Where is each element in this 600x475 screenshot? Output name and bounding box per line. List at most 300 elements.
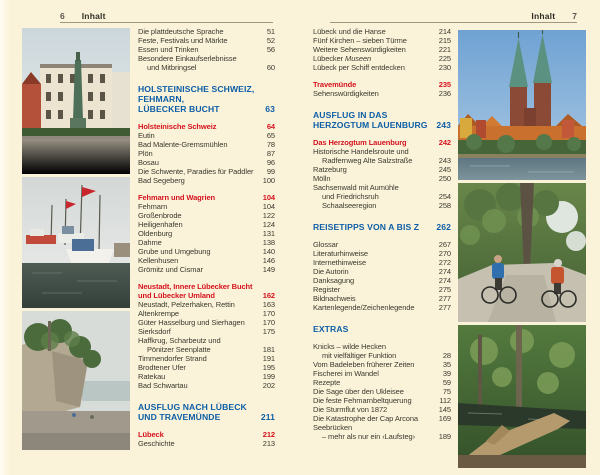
toc-row xyxy=(138,36,275,45)
toc-section-heading xyxy=(313,110,451,130)
toc-page-number: 75 xyxy=(442,387,451,396)
toc-page-number: 63 xyxy=(265,104,275,114)
toc-page-number: 215 xyxy=(438,36,451,45)
toc-entry xyxy=(138,211,275,220)
toc-entry xyxy=(313,369,451,378)
toc-subheading xyxy=(138,193,275,202)
toc-row xyxy=(313,89,451,98)
toc-row xyxy=(313,138,451,147)
toc-row xyxy=(138,140,275,149)
toc-label: Fehmarn und Wagrien xyxy=(138,193,215,202)
header-rule-right xyxy=(330,22,577,23)
toc-row xyxy=(313,351,451,360)
toc-entry xyxy=(313,378,451,387)
toc-page-number: 87 xyxy=(266,149,275,158)
toc-page-number: 243 xyxy=(438,156,451,165)
toc-row xyxy=(313,36,451,45)
toc-row xyxy=(138,265,275,274)
toc-entry xyxy=(138,167,275,176)
toc-row xyxy=(313,414,451,423)
toc-row xyxy=(313,63,451,72)
toc-label: Fischerei im Wandel xyxy=(313,369,379,378)
toc-page-number: 146 xyxy=(262,256,275,265)
toc-label: Grömitz und Cismar xyxy=(138,265,203,274)
toc-row xyxy=(138,439,275,448)
toc-row xyxy=(313,405,451,414)
toc-entry xyxy=(313,267,451,276)
toc-label: Die Sage über den Ukleisee xyxy=(313,387,404,396)
toc-row xyxy=(313,360,451,369)
toc-label: Kellenhusen xyxy=(138,256,179,265)
toc-page-number: 277 xyxy=(438,294,451,303)
toc-label: Heiligenhafen xyxy=(138,220,183,229)
toc-entry xyxy=(138,247,275,256)
toc-entry xyxy=(138,363,275,372)
toc-page-number: 242 xyxy=(438,138,451,147)
toc-entry xyxy=(313,258,451,267)
toc-subheading xyxy=(313,80,451,89)
toc-label: Besondere Einkaufserlebnisse xyxy=(138,54,237,63)
toc-row xyxy=(313,45,451,54)
toc-label: Timmendorfer Strand xyxy=(138,354,207,363)
toc-page-number: 170 xyxy=(262,309,275,318)
toc-label: REISETIPPS VON A BIS Z xyxy=(313,222,420,232)
header-title-left: Inhalt xyxy=(81,11,106,21)
toc-page-number: 28 xyxy=(442,351,451,360)
toc-row xyxy=(313,258,451,267)
toc-column-right xyxy=(313,27,451,441)
page-number-left: 6 xyxy=(60,11,65,21)
toc-row xyxy=(313,303,451,312)
toc-row xyxy=(138,402,275,412)
toc-row xyxy=(313,324,451,334)
toc-entry xyxy=(313,27,451,36)
toc-row xyxy=(313,27,451,36)
toc-entry xyxy=(313,414,451,423)
toc-page-number: 122 xyxy=(262,211,275,220)
toc-row xyxy=(138,336,275,345)
toc-label: Fehmarn xyxy=(138,202,168,211)
toc-entry xyxy=(313,63,451,72)
toc-page-number: 262 xyxy=(436,222,451,232)
toc-entry xyxy=(313,147,451,165)
toc-subheading xyxy=(313,138,451,147)
toc-row xyxy=(138,158,275,167)
toc-row xyxy=(138,45,275,54)
toc-entry xyxy=(138,309,275,318)
toc-page-number: 274 xyxy=(438,267,451,276)
toc-label: Mölln xyxy=(313,174,331,183)
toc-section-heading xyxy=(138,402,275,422)
toc-label: Die Schwente, Paradies für Paddler xyxy=(138,167,254,176)
toc-row xyxy=(313,120,451,130)
toc-label: EXTRAS xyxy=(313,324,349,334)
toc-row xyxy=(313,285,451,294)
toc-label: LÜBECKER BUCHT xyxy=(138,104,220,114)
toc-label: Oldenburg xyxy=(138,229,173,238)
toc-row xyxy=(138,131,275,140)
toc-label: Die feste Fehmarnbeltquerung xyxy=(313,396,412,405)
toc-entry xyxy=(313,89,451,98)
toc-page-number: 225 xyxy=(438,54,451,63)
toc-label: Fünf Kirchen – sieben Türme xyxy=(313,36,407,45)
toc-entry xyxy=(313,54,451,63)
toc-label: mit vielfältiger Funktion xyxy=(322,351,397,360)
toc-entry xyxy=(313,249,451,258)
toc-row xyxy=(138,84,275,94)
photo-coastal-cliff xyxy=(22,311,130,450)
toc-row xyxy=(138,256,275,265)
toc-label: Schaalseeregion xyxy=(322,201,377,210)
toc-row xyxy=(138,372,275,381)
toc-page-number: 275 xyxy=(438,285,451,294)
toc-entry xyxy=(313,405,451,414)
toc-page-number: 230 xyxy=(438,63,451,72)
toc-page-number: 138 xyxy=(262,238,275,247)
photo-harbour-boats xyxy=(22,177,130,308)
toc-page-number: 236 xyxy=(438,89,451,98)
toc-label: Sehenswürdigkeiten xyxy=(313,89,379,98)
toc-row xyxy=(313,156,451,165)
toc-entry xyxy=(138,131,275,140)
toc-entry xyxy=(313,276,451,285)
toc-label: Altenkrempe xyxy=(138,309,180,318)
toc-entry xyxy=(313,396,451,405)
toc-label: Die Autorin xyxy=(313,267,349,276)
toc-row xyxy=(138,300,275,309)
toc-label: AUSFLUG NACH LÜBECK xyxy=(138,402,247,412)
toc-entry xyxy=(138,36,275,45)
toc-label: Glossar xyxy=(313,240,339,249)
toc-row xyxy=(138,291,275,300)
toc-page-number: 65 xyxy=(266,131,275,140)
toc-page-number: 221 xyxy=(438,45,451,54)
toc-page-number: 78 xyxy=(266,140,275,149)
toc-subheading xyxy=(138,282,275,300)
toc-row xyxy=(313,378,451,387)
toc-page-number: 96 xyxy=(266,158,275,167)
toc-entry xyxy=(138,238,275,247)
toc-page-number: 181 xyxy=(262,345,275,354)
toc-entry xyxy=(138,439,275,448)
toc-entry xyxy=(138,300,275,309)
running-header-right xyxy=(330,10,577,21)
toc-row xyxy=(313,183,451,192)
toc-label: Lübeck und die Hanse xyxy=(313,27,386,36)
toc-row xyxy=(138,94,275,104)
toc-label: Sierksdorf xyxy=(138,327,171,336)
toc-label: Knicks – wilde Hecken xyxy=(313,342,386,351)
toc-page-number: 104 xyxy=(262,202,275,211)
toc-entry xyxy=(313,201,451,210)
toc-row xyxy=(313,267,451,276)
toc-label: Bad Schwartau xyxy=(138,381,188,390)
toc-entry xyxy=(138,158,275,167)
toc-row xyxy=(313,165,451,174)
toc-entry xyxy=(138,265,275,274)
toc-section-heading xyxy=(313,324,451,334)
page-edge-shade xyxy=(0,0,10,475)
toc-entry xyxy=(138,318,275,327)
toc-label: und Mitbringsel xyxy=(147,63,197,72)
toc-row xyxy=(138,149,275,158)
toc-label: Die Sturmflut von 1872 xyxy=(313,405,388,414)
toc-subheading xyxy=(138,122,275,131)
toc-entry xyxy=(138,336,275,354)
toc-page-number: 56 xyxy=(266,45,275,54)
header-title-right: Inhalt xyxy=(531,11,556,21)
toc-page-number: 99 xyxy=(266,167,275,176)
toc-entry xyxy=(313,45,451,54)
toc-label: Plön xyxy=(138,149,153,158)
toc-label: Lübeck per Schiff entdecken xyxy=(313,63,405,72)
toc-label: Neustadt, Innere Lübecker Bucht xyxy=(138,282,253,291)
toc-entry xyxy=(313,342,451,360)
toc-entry xyxy=(138,256,275,265)
toc-label: Ratzeburg xyxy=(313,165,347,174)
toc-row xyxy=(313,423,451,432)
toc-page-number: 52 xyxy=(266,36,275,45)
toc-page-number: 112 xyxy=(439,396,451,405)
toc-row xyxy=(313,54,451,63)
toc-page-number: 272 xyxy=(438,258,451,267)
toc-label: Dahme xyxy=(138,238,162,247)
toc-row xyxy=(138,229,275,238)
toc-row xyxy=(138,63,275,72)
toc-label: AUSFLUG IN DAS xyxy=(313,110,388,120)
toc-page-number: 35 xyxy=(442,360,451,369)
toc-label: Danksagung xyxy=(313,276,355,285)
photo-market-square xyxy=(22,28,130,174)
toc-row xyxy=(313,276,451,285)
header-rule-left xyxy=(60,22,273,23)
toc-page-number: 213 xyxy=(262,439,275,448)
photo-cyclists-path xyxy=(458,183,586,322)
toc-row xyxy=(313,147,451,156)
toc-label: Historische Handelsroute und xyxy=(313,147,409,156)
page-number-right: 7 xyxy=(572,11,577,21)
toc-row xyxy=(138,282,275,291)
toc-row xyxy=(138,247,275,256)
toc-label: – mehr als nur ein ‹Laufsteg› xyxy=(322,432,415,441)
toc-page-number: 175 xyxy=(262,327,275,336)
toc-entry xyxy=(313,36,451,45)
toc-row xyxy=(138,238,275,247)
toc-label: Radfernweg Alte Salzstraße xyxy=(322,156,413,165)
toc-page-number: 277 xyxy=(438,303,451,312)
toc-row xyxy=(138,27,275,36)
toc-row xyxy=(313,396,451,405)
toc-page-number: 100 xyxy=(262,176,275,185)
toc-label: Lübecker Museen xyxy=(313,54,372,63)
toc-page-number: 51 xyxy=(266,27,275,36)
toc-page-number: 214 xyxy=(438,27,451,36)
toc-entry xyxy=(138,140,275,149)
toc-label: Grube und Umgebung xyxy=(138,247,211,256)
toc-label: Internethinweise xyxy=(313,258,367,267)
toc-label: Vom Badeleben früherer Zeiten xyxy=(313,360,415,369)
toc-entry xyxy=(138,229,275,238)
toc-row xyxy=(138,309,275,318)
toc-row xyxy=(138,193,275,202)
toc-entry xyxy=(313,285,451,294)
toc-label: Feste, Festivals und Märkte xyxy=(138,36,228,45)
toc-page-number: 199 xyxy=(262,372,275,381)
toc-label: Das Herzogtum Lauenburg xyxy=(313,138,407,147)
toc-page-number: 64 xyxy=(266,122,275,131)
toc-label: und Lübecker Umland xyxy=(138,291,215,300)
toc-row xyxy=(313,294,451,303)
toc-page-number: 59 xyxy=(442,378,451,387)
toc-entry xyxy=(313,174,451,183)
toc-page-number: 267 xyxy=(438,240,451,249)
toc-row xyxy=(138,363,275,372)
toc-label: Rezepte xyxy=(313,378,341,387)
toc-page-number: 243 xyxy=(436,120,451,130)
toc-page-number: 124 xyxy=(262,220,275,229)
toc-row xyxy=(313,201,451,210)
toc-row xyxy=(138,354,275,363)
toc-entry xyxy=(138,381,275,390)
toc-label: Die plattdeutsche Sprache xyxy=(138,27,224,36)
toc-page-number: 245 xyxy=(438,165,451,174)
toc-entry xyxy=(313,387,451,396)
toc-page-number: 250 xyxy=(438,174,451,183)
toc-entry xyxy=(138,54,275,72)
toc-entry xyxy=(313,165,451,174)
toc-label: Pönitzer Seenplatte xyxy=(147,345,211,354)
toc-row xyxy=(313,110,451,120)
toc-label: Ratekau xyxy=(138,372,166,381)
toc-label: Seebrücken xyxy=(313,423,353,432)
toc-label: Haffkrug, Scharbeutz und xyxy=(138,336,221,345)
toc-row xyxy=(313,369,451,378)
toc-page-number: 169 xyxy=(438,414,451,423)
toc-entry xyxy=(313,423,451,441)
toc-section-heading xyxy=(138,84,275,114)
toc-page-number: 60 xyxy=(266,63,275,72)
toc-row xyxy=(313,387,451,396)
toc-page-number: 274 xyxy=(438,276,451,285)
toc-column-left xyxy=(138,27,275,448)
toc-label: Die Katastrophe der Cap Arcona xyxy=(313,414,418,423)
toc-row xyxy=(138,430,275,439)
running-header-left xyxy=(60,10,273,21)
toc-row xyxy=(138,412,275,422)
toc-label: FEHMARN, xyxy=(138,94,185,104)
toc-label: HOLSTEINISCHE SCHWEIZ, xyxy=(138,84,255,94)
toc-label: Großenbrode xyxy=(138,211,182,220)
toc-label: Literaturhinweise xyxy=(313,249,368,258)
toc-page-number: 191 xyxy=(262,354,275,363)
toc-label: Güter Hasselburg und Sierhagen xyxy=(138,318,245,327)
toc-entry xyxy=(138,202,275,211)
toc-label: Essen und Trinken xyxy=(138,45,199,54)
toc-label: Geschichte xyxy=(138,439,175,448)
toc-row xyxy=(138,104,275,114)
toc-label: UND TRAVEMÜNDE xyxy=(138,412,221,422)
toc-section-heading xyxy=(313,222,451,232)
toc-label: und Friedrichsruh xyxy=(322,192,379,201)
toc-page-number: 170 xyxy=(262,318,275,327)
toc-page-number: 270 xyxy=(438,249,451,258)
toc-page-number: 131 xyxy=(262,229,275,238)
toc-entry xyxy=(138,220,275,229)
toc-row xyxy=(313,192,451,201)
toc-page-number: 140 xyxy=(262,247,275,256)
toc-row xyxy=(313,240,451,249)
toc-entry xyxy=(138,327,275,336)
toc-entry xyxy=(138,176,275,185)
toc-label: Bildnachweis xyxy=(313,294,356,303)
toc-label: Register xyxy=(313,285,341,294)
toc-row xyxy=(313,174,451,183)
toc-entry xyxy=(138,354,275,363)
toc-row xyxy=(138,211,275,220)
toc-row xyxy=(138,167,275,176)
toc-page-number: 162 xyxy=(262,291,275,300)
toc-page-number: 202 xyxy=(262,381,275,390)
toc-label: Bad Malente-Gremsmühlen xyxy=(138,140,228,149)
toc-row xyxy=(313,222,451,232)
toc-entry xyxy=(138,149,275,158)
toc-label: Travemünde xyxy=(313,80,357,89)
toc-row xyxy=(138,381,275,390)
toc-page-number: 163 xyxy=(262,300,275,309)
toc-subheading xyxy=(138,430,275,439)
toc-label: Neustadt, Pelzerhaken, Rettin xyxy=(138,300,235,309)
toc-entry xyxy=(313,183,451,201)
toc-page-number: 104 xyxy=(262,193,275,202)
toc-entry xyxy=(138,27,275,36)
toc-row xyxy=(138,318,275,327)
toc-label: Holsteinische Schweiz xyxy=(138,122,217,131)
toc-row xyxy=(313,249,451,258)
toc-page-number: 39 xyxy=(442,369,451,378)
toc-page-number: 235 xyxy=(438,80,451,89)
toc-label: Sachsenwald mit Aumühle xyxy=(313,183,399,192)
photo-luebeck-cathedral xyxy=(458,30,586,180)
toc-page-number: 212 xyxy=(262,430,275,439)
toc-entry xyxy=(313,294,451,303)
toc-entry xyxy=(313,360,451,369)
toc-row xyxy=(138,202,275,211)
toc-label: Lübeck xyxy=(138,430,164,439)
toc-row xyxy=(138,220,275,229)
toc-entry xyxy=(138,45,275,54)
toc-page-number: 258 xyxy=(438,201,451,210)
toc-entry xyxy=(313,303,451,312)
photo-forest-stream xyxy=(458,325,586,468)
toc-label: Bad Segeberg xyxy=(138,176,185,185)
toc-row xyxy=(138,176,275,185)
toc-entry xyxy=(138,372,275,381)
toc-label: Weitere Sehenswürdigkeiten xyxy=(313,45,406,54)
toc-row xyxy=(138,345,275,354)
toc-label: Brodtener Ufer xyxy=(138,363,186,372)
toc-row xyxy=(313,432,451,441)
toc-row xyxy=(313,80,451,89)
toc-page-number: 254 xyxy=(438,192,451,201)
toc-page-number: 149 xyxy=(262,265,275,274)
toc-label: HERZOGTUM LAUENBURG xyxy=(313,120,428,130)
toc-label: Kartenlegende/Zeichenlegende xyxy=(313,303,415,312)
toc-page-number: 189 xyxy=(438,432,451,441)
toc-page-number: 145 xyxy=(438,405,451,414)
toc-label: Bosau xyxy=(138,158,159,167)
toc-label: Eutin xyxy=(138,131,155,140)
toc-row xyxy=(138,54,275,63)
